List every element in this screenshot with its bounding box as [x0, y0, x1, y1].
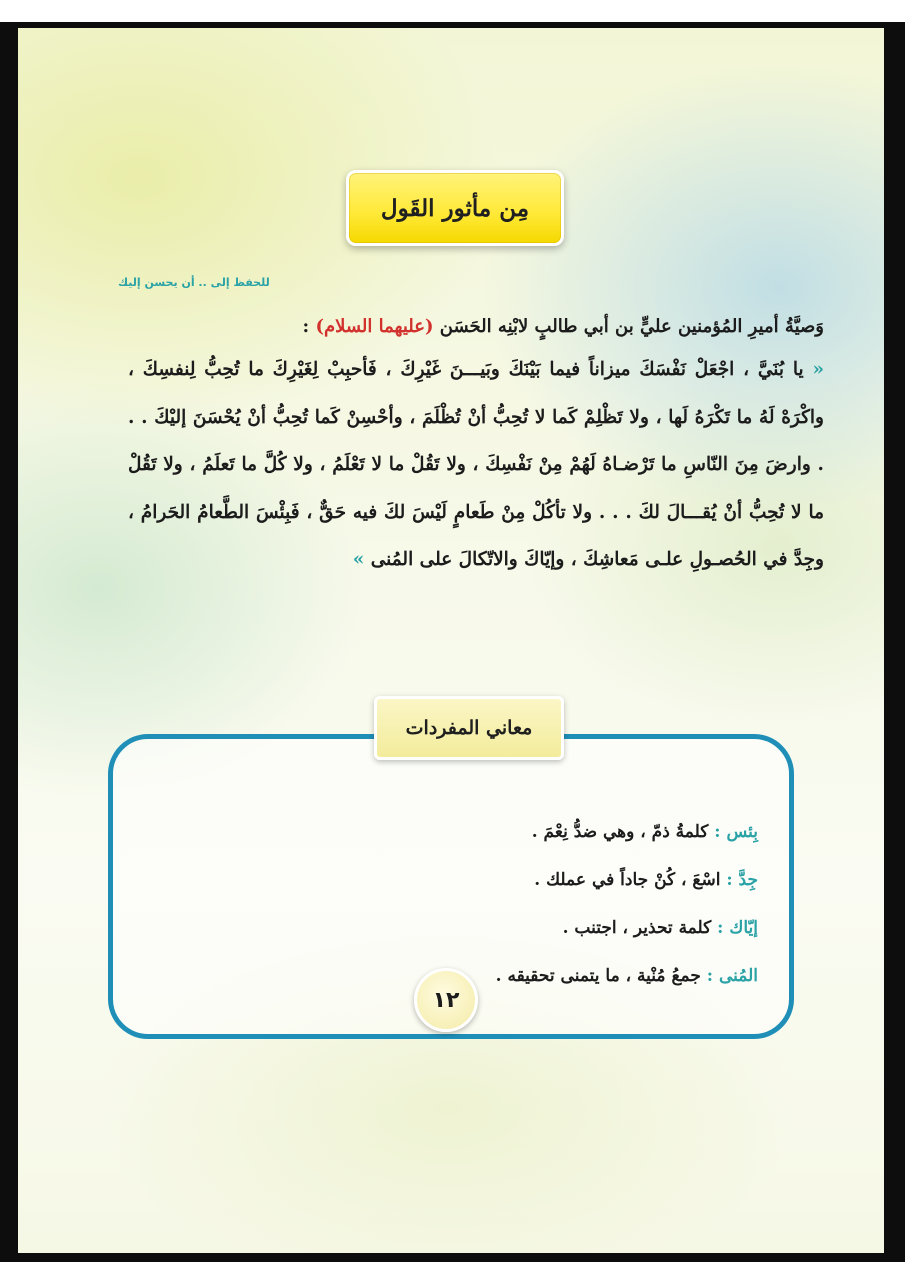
vocabulary-item [218, 904, 758, 952]
page-number: ١٢ [414, 968, 478, 1032]
intro-colon: : [302, 316, 310, 337]
intro-text: وَصيَّةُ أميرِ المُؤمنين عليٍّ بن أبي طالبٍ لابْنِه الحَسَن [439, 316, 824, 337]
vocabulary-item [218, 856, 758, 904]
vocabulary-term: جِدَّ : [726, 870, 758, 890]
intro-honorific: (عليهما السلام) [315, 316, 434, 337]
vocabulary-title-tab [374, 696, 564, 760]
passage-quote [128, 346, 824, 584]
quote-open-mark: « [812, 359, 824, 380]
section-title-tab [346, 170, 564, 246]
vocabulary-meaning: اسْعَ ، كُنْ جاداً في عملك . [534, 870, 721, 890]
textbook-page [18, 28, 884, 1253]
vocabulary-meaning: جمعُ مُنْية ، ما يتمنى تحقيقه . [495, 966, 701, 986]
vocabulary-item [218, 952, 758, 1000]
vocabulary-term: بِئس : [714, 822, 758, 842]
vocabulary-meaning: كلمة تحذير ، اجتنب . [562, 918, 712, 938]
vocabulary-list [218, 808, 758, 1000]
vocabulary-title: معاني المفردات [405, 717, 533, 739]
bottom-margin [0, 1262, 905, 1280]
vocabulary-term: إيّاك : [717, 918, 758, 938]
vocabulary-term: المُنى : [706, 966, 758, 986]
top-margin [0, 0, 905, 22]
memorize-note: للحفظ إلى .. أن يحسن إليك [118, 276, 270, 289]
vocabulary-item [218, 808, 758, 856]
quote-close-mark: » [352, 549, 365, 570]
vocabulary-meaning: كلمةُ ذمّ ، وهي ضدُّ نِعْمَ . [531, 822, 709, 842]
passage-intro [138, 313, 824, 341]
quote-text: يا بُنَيَّ ، اجْعَلْ نَفْسَكَ ميزاناً فيما بَيْنَكَ وبَيـــنَ غَيْرِكَ ، فَأحبِبْ لِغَيْرِكَ ما تُحِبُّ لِنفسِكَ ، واكْرَهْ لَهُ ما تَكْرَهُ لَها ، ولا تَظْلِمْ كَما لا تُحِبُّ أنْ تُظْلَمَ ، وأحْسِنْ كَما تُحِبُّ أنْ يُحْسَنَ إليْكَ . . . وارضَ مِنَ النّاسِ ما تَرْضـاهُ لَهُمْ مِنْ نَفْسِكَ ، ولا تَقُلْ ما لا تَعْلَمُ ، ولا كُلَّ ما تَعلَمُ ، ولا تَقُلْ ما لا تُحِبُّ أنْ يُقـــالَ لكَ . . . ولا تأكُلْ مِنْ طَعامٍ لَيْسَ لكَ فيه حَقٌّ ، فَبِئْسَ الطَّعامُ الحَرامُ ، وجِدَّ في الحُصـولِ علـى مَعاشِكَ ، وإيّاكَ والاتّكالَ على المُنى [128, 359, 824, 570]
section-title: مِن مأثور القَول [380, 194, 530, 222]
